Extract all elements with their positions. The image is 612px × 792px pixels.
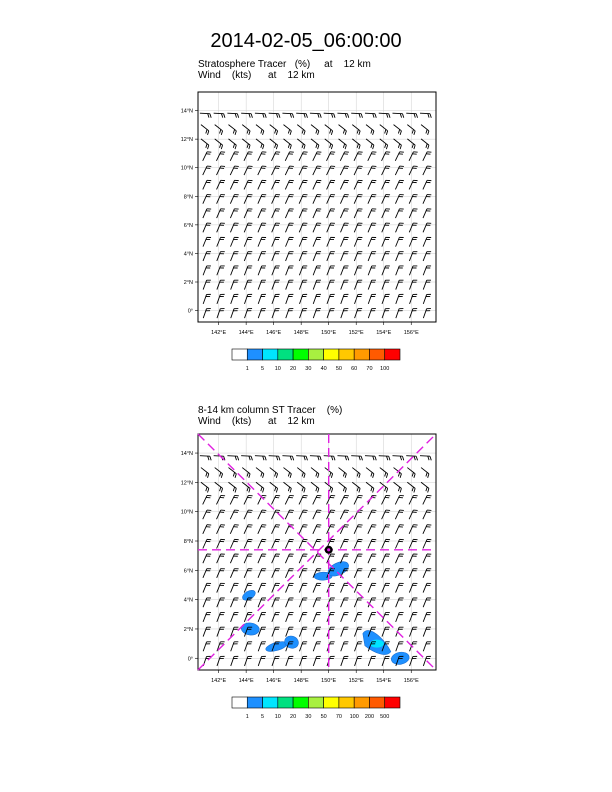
- wind-barb: [409, 554, 417, 563]
- x-tick-label: 152°E: [348, 678, 364, 684]
- colorbar-swatch: [385, 697, 400, 708]
- wind-barb: [299, 569, 307, 578]
- wind-barb: [244, 539, 252, 548]
- wind-barb: [409, 598, 417, 607]
- wind-barb: [354, 525, 362, 534]
- wind-barb: [327, 554, 335, 563]
- wind-barb: [327, 495, 336, 504]
- colorbar-label: 30: [305, 714, 312, 720]
- wind-barb: [299, 613, 307, 622]
- wind-barb: [340, 539, 348, 548]
- wind-barb: [423, 569, 431, 578]
- colorbar-label: 10: [274, 714, 281, 720]
- wind-barb: [354, 569, 362, 578]
- wind-barb: [285, 525, 293, 534]
- panel2-title-line1: 8-14 km column ST Tracer (%): [198, 405, 343, 416]
- wind-barb: [258, 554, 266, 563]
- wind-barb: [299, 583, 307, 592]
- wind-barb: [423, 642, 431, 651]
- wind-barb: [256, 482, 264, 492]
- wind-barb: [382, 583, 390, 592]
- y-tick-label: 12°N: [180, 480, 193, 487]
- x-tick-label: 150°E: [321, 678, 337, 684]
- wind-barb: [341, 627, 349, 636]
- colorbar-swatch: [369, 697, 384, 708]
- colorbar-label: 10: [274, 366, 281, 372]
- wind-barb: [313, 539, 321, 548]
- wind-barb: [382, 627, 390, 636]
- wind-barb: [203, 627, 211, 636]
- wind-barb: [421, 482, 429, 492]
- wind-barb: [341, 642, 349, 651]
- wind-barb: [230, 583, 238, 592]
- wind-barb: [201, 482, 209, 492]
- wind-barb: [258, 656, 266, 666]
- wind-barb: [286, 598, 294, 607]
- wind-barb: [299, 554, 307, 563]
- wind-barb: [409, 627, 417, 636]
- wind-barb: [396, 642, 404, 651]
- wind-barb: [228, 468, 236, 478]
- wind-barb: [368, 539, 376, 548]
- wind-barb: [299, 642, 307, 651]
- wind-barb: [203, 554, 211, 563]
- wind-barb: [423, 583, 431, 592]
- wind-barb: [217, 656, 225, 666]
- colorbar-swatch: [339, 697, 354, 708]
- y-tick-label: 0°: [187, 308, 193, 315]
- wind-barb: [230, 495, 239, 504]
- wind-barb: [311, 482, 319, 492]
- wind-barb: [382, 554, 390, 563]
- wind-barb: [339, 468, 347, 478]
- wind-barb: [217, 554, 225, 563]
- wind-barb: [410, 656, 418, 666]
- wind-barb: [340, 495, 349, 504]
- y-tick-label: 2°N: [183, 626, 193, 633]
- wind-barb: [216, 495, 225, 504]
- wind-barb: [300, 656, 308, 666]
- wind-barb: [272, 627, 280, 636]
- wind-barb: [339, 482, 347, 492]
- x-tick-label: 150°E: [321, 330, 337, 336]
- colorbar-label: 70: [366, 366, 373, 372]
- wind-barb: [368, 583, 376, 592]
- wind-barb: [409, 539, 417, 548]
- colorbar-label: 70: [335, 714, 342, 720]
- wind-barb: [258, 642, 266, 651]
- colorbar-swatch: [232, 697, 247, 708]
- wind-barb: [382, 495, 391, 504]
- colorbar-label: 50: [335, 366, 342, 372]
- y-tick-label: 10°N: [180, 509, 193, 516]
- colorbar-label: 60: [351, 366, 358, 372]
- wind-barb: [269, 456, 280, 461]
- wind-barb: [299, 495, 308, 504]
- wind-barb: [341, 656, 349, 666]
- x-tick-label: 148°E: [293, 678, 309, 684]
- wind-barb: [231, 613, 239, 622]
- wind-barb: [310, 456, 321, 461]
- wind-barb: [368, 525, 376, 534]
- colorbar-label: 1: [245, 714, 249, 720]
- wind-barb: [200, 456, 211, 461]
- wind-barb: [423, 613, 431, 622]
- wind-barb: [409, 495, 418, 504]
- wind-barb: [299, 598, 307, 607]
- y-tick-label: 6°N: [183, 222, 193, 229]
- wind-barb: [396, 569, 404, 578]
- wind-barb: [341, 598, 349, 607]
- wind-barb: [231, 598, 239, 607]
- x-tick-label: 142°E: [211, 330, 227, 336]
- wind-barb: [354, 613, 362, 622]
- wind-barb: [368, 569, 376, 578]
- wind-barb: [409, 613, 417, 622]
- wind-barb: [217, 613, 225, 622]
- wind-barb: [313, 627, 321, 636]
- wind-barb: [244, 495, 253, 504]
- wind-barb: [203, 642, 211, 651]
- wind-barb: [396, 583, 404, 592]
- wind-barb: [354, 495, 363, 504]
- wind-barb: [354, 554, 362, 563]
- wind-barb: [313, 642, 321, 651]
- colorbar-swatch: [263, 697, 278, 708]
- wind-barb: [354, 598, 362, 607]
- wind-barb: [286, 613, 294, 622]
- wind-barb: [313, 583, 321, 592]
- wind-barb: [217, 569, 225, 578]
- colorbar-swatch: [354, 697, 369, 708]
- wind-barb: [231, 642, 239, 651]
- wind-barb: [368, 554, 376, 563]
- wind-barb: [409, 583, 417, 592]
- wind-barb: [423, 554, 431, 563]
- wind-barb: [313, 613, 321, 622]
- colorbar-swatch: [293, 697, 308, 708]
- y-tick-label: 8°N: [183, 539, 193, 546]
- wind-barb: [230, 539, 238, 548]
- x-tick-label: 152°E: [348, 330, 364, 336]
- y-tick-label: 14°N: [180, 451, 193, 458]
- colorbar-swatch: [278, 697, 293, 708]
- panel1-title-line2: Wind (kts) at 12 km: [198, 70, 315, 81]
- y-tick-label: 8°N: [183, 194, 193, 201]
- wind-barb: [228, 482, 236, 492]
- panel2-title-line2: Wind (kts) at 12 km: [198, 416, 315, 427]
- wind-barb: [255, 456, 266, 461]
- wind-barb: [258, 539, 266, 548]
- y-tick-label: 2°N: [183, 280, 193, 286]
- wind-barb: [203, 539, 211, 548]
- wind-barb: [244, 642, 252, 651]
- wind-barb: [230, 554, 238, 563]
- wind-barb: [423, 495, 432, 504]
- colorbar-label: 20: [290, 714, 297, 720]
- wind-barb: [423, 598, 431, 607]
- wind-barb: [355, 656, 363, 666]
- wind-barb: [313, 598, 321, 607]
- colorbar-label: 100: [349, 714, 359, 720]
- wind-barb: [392, 456, 403, 461]
- wind-barb: [201, 468, 209, 478]
- colorbar-label: 30: [305, 366, 312, 372]
- wind-barb: [227, 456, 238, 461]
- wind-barb: [327, 525, 335, 534]
- wind-barb: [395, 539, 403, 548]
- x-tick-label: 156°E: [403, 330, 419, 336]
- wind-barb: [313, 495, 322, 504]
- wind-barb: [396, 598, 404, 607]
- wind-barb: [283, 482, 291, 492]
- x-tick-label: 144°E: [238, 330, 254, 336]
- wind-barb: [203, 495, 212, 504]
- wind-barb: [244, 569, 252, 578]
- wind-barb: [423, 525, 431, 534]
- wind-barb: [217, 627, 225, 636]
- wind-barb: [355, 642, 363, 651]
- wind-barb: [285, 539, 293, 548]
- wind-barb: [282, 456, 293, 461]
- wind-barb: [337, 456, 348, 461]
- wind-barb: [299, 525, 307, 534]
- wind-barb: [368, 656, 376, 666]
- wind-barb: [286, 656, 294, 666]
- wind-barb: [395, 525, 403, 534]
- wind-barb: [285, 554, 293, 563]
- colorbar-label: 5: [261, 366, 265, 372]
- wind-barb: [354, 583, 362, 592]
- wind-barb: [410, 642, 418, 651]
- y-tick-label: 14°N: [180, 108, 193, 115]
- colorbar-label: 100: [380, 366, 390, 372]
- figure-title: 2014-02-05_06:00:00: [210, 30, 402, 52]
- colorbar-label: 1: [245, 366, 249, 372]
- colorbar-label: 5: [261, 714, 265, 720]
- wind-barb: [341, 583, 349, 592]
- wind-barb: [272, 525, 280, 534]
- x-tick-label: 146°E: [266, 678, 282, 684]
- x-tick-label: 154°E: [376, 330, 392, 336]
- colorbar-label: 40: [320, 366, 327, 372]
- wind-barb: [231, 627, 239, 636]
- wind-barb: [258, 613, 266, 622]
- wind-barb: [272, 613, 280, 622]
- x-tick-label: 156°E: [403, 678, 419, 684]
- y-tick-label: 4°N: [183, 597, 193, 604]
- wind-barb: [230, 525, 238, 534]
- y-tick-label: 0°: [187, 656, 193, 663]
- wind-barb: [283, 468, 291, 478]
- x-tick-label: 146°E: [266, 330, 282, 336]
- wind-barb: [285, 495, 294, 504]
- panel1-title-line1: Stratosphere Tracer (%) at 12 km: [198, 59, 371, 70]
- wind-barb: [203, 598, 211, 607]
- wind-barb: [382, 598, 390, 607]
- wind-barb: [272, 598, 280, 607]
- wind-barb: [382, 569, 390, 578]
- wind-barb: [313, 656, 321, 666]
- wind-barb: [217, 539, 225, 548]
- wind-barb: [230, 569, 238, 578]
- wind-barb: [258, 569, 266, 578]
- wind-barb: [396, 613, 404, 622]
- wind-barb: [244, 525, 252, 534]
- x-tick-label: 144°E: [238, 678, 254, 684]
- wind-barb: [258, 583, 266, 592]
- colorbar-label: 20: [290, 366, 297, 372]
- wind-barb: [203, 613, 211, 622]
- y-tick-label: 4°N: [183, 251, 193, 258]
- colorbar-label: 200: [364, 714, 375, 720]
- wind-barb: [313, 525, 321, 534]
- wind-barb: [409, 525, 417, 534]
- wind-barb: [409, 569, 417, 578]
- wind-barb: [379, 456, 390, 461]
- wind-barb: [354, 627, 362, 636]
- wind-barb: [311, 468, 319, 478]
- wind-barb: [341, 613, 349, 622]
- y-tick-label: 6°N: [183, 568, 193, 575]
- wind-barb: [395, 554, 403, 563]
- wind-barb: [296, 456, 307, 461]
- wind-barb: [217, 525, 225, 534]
- wind-barb: [272, 569, 280, 578]
- wind-barb: [382, 539, 390, 548]
- wind-barb: [366, 482, 374, 492]
- wind-barb: [395, 495, 404, 504]
- colorbar-label: 50: [320, 714, 327, 720]
- wind-barb: [272, 539, 280, 548]
- wind-barb: [421, 468, 429, 478]
- wind-barb: [272, 583, 280, 592]
- wind-barb: [241, 456, 252, 461]
- y-tick-label: 12°N: [180, 137, 193, 144]
- colorbar-swatch: [324, 697, 339, 708]
- wind-barb: [354, 539, 362, 548]
- wind-barb: [351, 456, 362, 461]
- wind-barb: [382, 656, 390, 666]
- x-tick-label: 142°E: [211, 678, 227, 684]
- wind-barb: [366, 468, 374, 478]
- wind-barb: [203, 569, 211, 578]
- wind-barb: [299, 627, 307, 636]
- x-tick-label: 148°E: [293, 330, 309, 336]
- wind-barb: [245, 656, 253, 666]
- wind-barb: [203, 525, 211, 534]
- wind-barb: [394, 482, 402, 492]
- wind-barb: [217, 583, 225, 592]
- wind-barb: [299, 539, 307, 548]
- y-tick-label: 10°N: [180, 165, 193, 172]
- wind-barb: [286, 583, 294, 592]
- colorbar-swatch: [308, 697, 323, 708]
- center-marker: [327, 548, 330, 551]
- wind-barb: [382, 525, 390, 534]
- colorbar-swatch: [247, 697, 262, 708]
- wind-barb: [272, 554, 280, 563]
- wind-barb: [231, 656, 239, 666]
- wind-barb: [368, 613, 376, 622]
- wind-barb: [217, 598, 225, 607]
- wind-barb: [420, 456, 431, 461]
- x-tick-label: 154°E: [376, 678, 392, 684]
- colorbar-label: 500: [380, 714, 390, 720]
- wind-barb: [258, 525, 266, 534]
- wind-barb: [256, 468, 264, 478]
- wind-barb: [272, 656, 280, 666]
- wind-barb: [423, 539, 431, 548]
- wind-barb: [286, 627, 294, 636]
- wind-barb: [340, 525, 348, 534]
- wind-barb: [271, 495, 280, 504]
- wind-barb: [423, 627, 431, 636]
- wind-barb: [244, 554, 252, 563]
- wind-barb: [365, 456, 376, 461]
- wind-barb: [203, 583, 211, 592]
